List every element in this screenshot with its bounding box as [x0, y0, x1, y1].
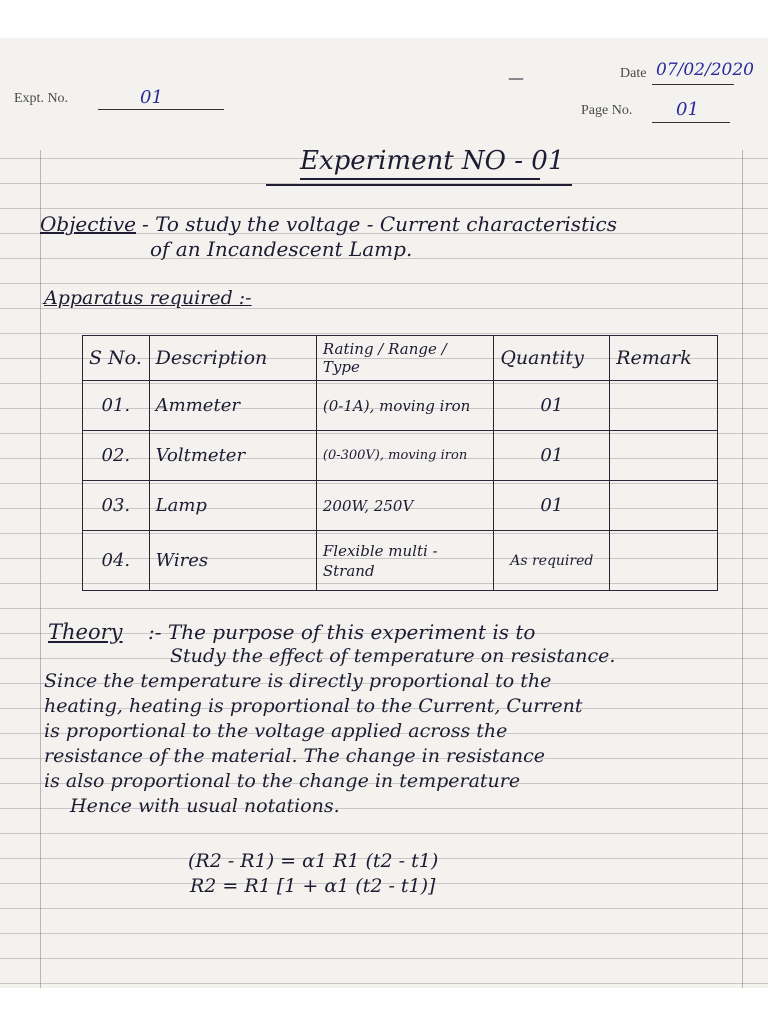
objective-line-2: of an Incandescent Lamp. [150, 237, 413, 261]
theory-line: Since the temperature is directly proportional to the [44, 670, 552, 692]
cell-rating: Flexible multi - Strand [316, 531, 493, 591]
theory-line: is also proportional to the change in temperature [44, 770, 521, 792]
expt-underline [98, 109, 224, 110]
page-label: Page No. [581, 103, 633, 118]
table-row [83, 481, 718, 531]
left-margin-line [40, 150, 41, 988]
col-header-sno: S No. [83, 336, 150, 381]
table-header-row [83, 336, 718, 381]
col-header-remark: Remark [610, 336, 718, 381]
cell-sno: 03. [83, 481, 150, 531]
cell-remark [610, 531, 718, 591]
cell-sno: 02. [83, 431, 150, 481]
cell-remark [610, 481, 718, 531]
notebook-page [0, 38, 768, 988]
col-header-quantity: Quantity [494, 336, 610, 381]
cell-sno: 04. [83, 531, 150, 591]
cell-description: Wires [149, 531, 316, 591]
theory-label: Theory [48, 620, 123, 644]
dash-mark: — [508, 68, 524, 87]
right-margin-line [742, 150, 743, 988]
page-value: 01 [676, 99, 699, 120]
title-underline-1 [300, 178, 540, 180]
col-header-rating: Rating / Range / Type [316, 336, 493, 381]
expt-value: 01 [140, 87, 163, 108]
date-label: Date [620, 66, 647, 81]
theory-line: Study the effect of temperature on resistance. [170, 645, 616, 667]
cell-quantity: 01 [494, 481, 610, 531]
page-underline [652, 122, 730, 123]
table-row [83, 381, 718, 431]
theory-line: heating, heating is proportional to the Current, Current [44, 695, 583, 717]
cell-rating: 200W, 250V [316, 481, 493, 531]
cell-quantity: 01 [494, 381, 610, 431]
equation-2: R2 = R1 [1 + α1 (t2 - t1)] [190, 875, 436, 897]
date-value: 07/02/2020 [656, 60, 754, 80]
cell-rating: (0-300V), moving iron [316, 431, 493, 481]
theory-line: resistance of the material. The change in resistance [44, 745, 545, 767]
cell-quantity: As required [494, 531, 610, 591]
table-row [83, 431, 718, 481]
cell-description: Lamp [149, 481, 316, 531]
apparatus-heading: Apparatus required :- [44, 287, 252, 309]
page-header [0, 38, 768, 150]
objective-label: Objective [40, 212, 137, 236]
cell-description: Voltmeter [149, 431, 316, 481]
expt-label: Expt. No. [14, 91, 69, 106]
date-underline [652, 84, 734, 85]
theory-line: Hence with usual notations. [70, 795, 340, 817]
table-row [83, 531, 718, 591]
cell-quantity: 01 [494, 431, 610, 481]
cell-remark [610, 431, 718, 481]
cell-rating: (0-1A), moving iron [316, 381, 493, 431]
equation-1: (R2 - R1) = α1 R1 (t2 - t1) [188, 850, 439, 872]
objective-line-1: - To study the voltage - Current characteristics [142, 212, 617, 236]
col-header-description: Description [149, 336, 316, 381]
cell-sno: 01. [83, 381, 150, 431]
theory-line: :- The purpose of this experiment is to [148, 620, 536, 644]
title-underline-2 [266, 184, 572, 186]
apparatus-table [82, 335, 718, 591]
theory-line: is proportional to the voltage applied across the [44, 720, 508, 742]
page-title: Experiment NO - 01 [300, 146, 565, 176]
cell-remark [610, 381, 718, 431]
cell-description: Ammeter [149, 381, 316, 431]
